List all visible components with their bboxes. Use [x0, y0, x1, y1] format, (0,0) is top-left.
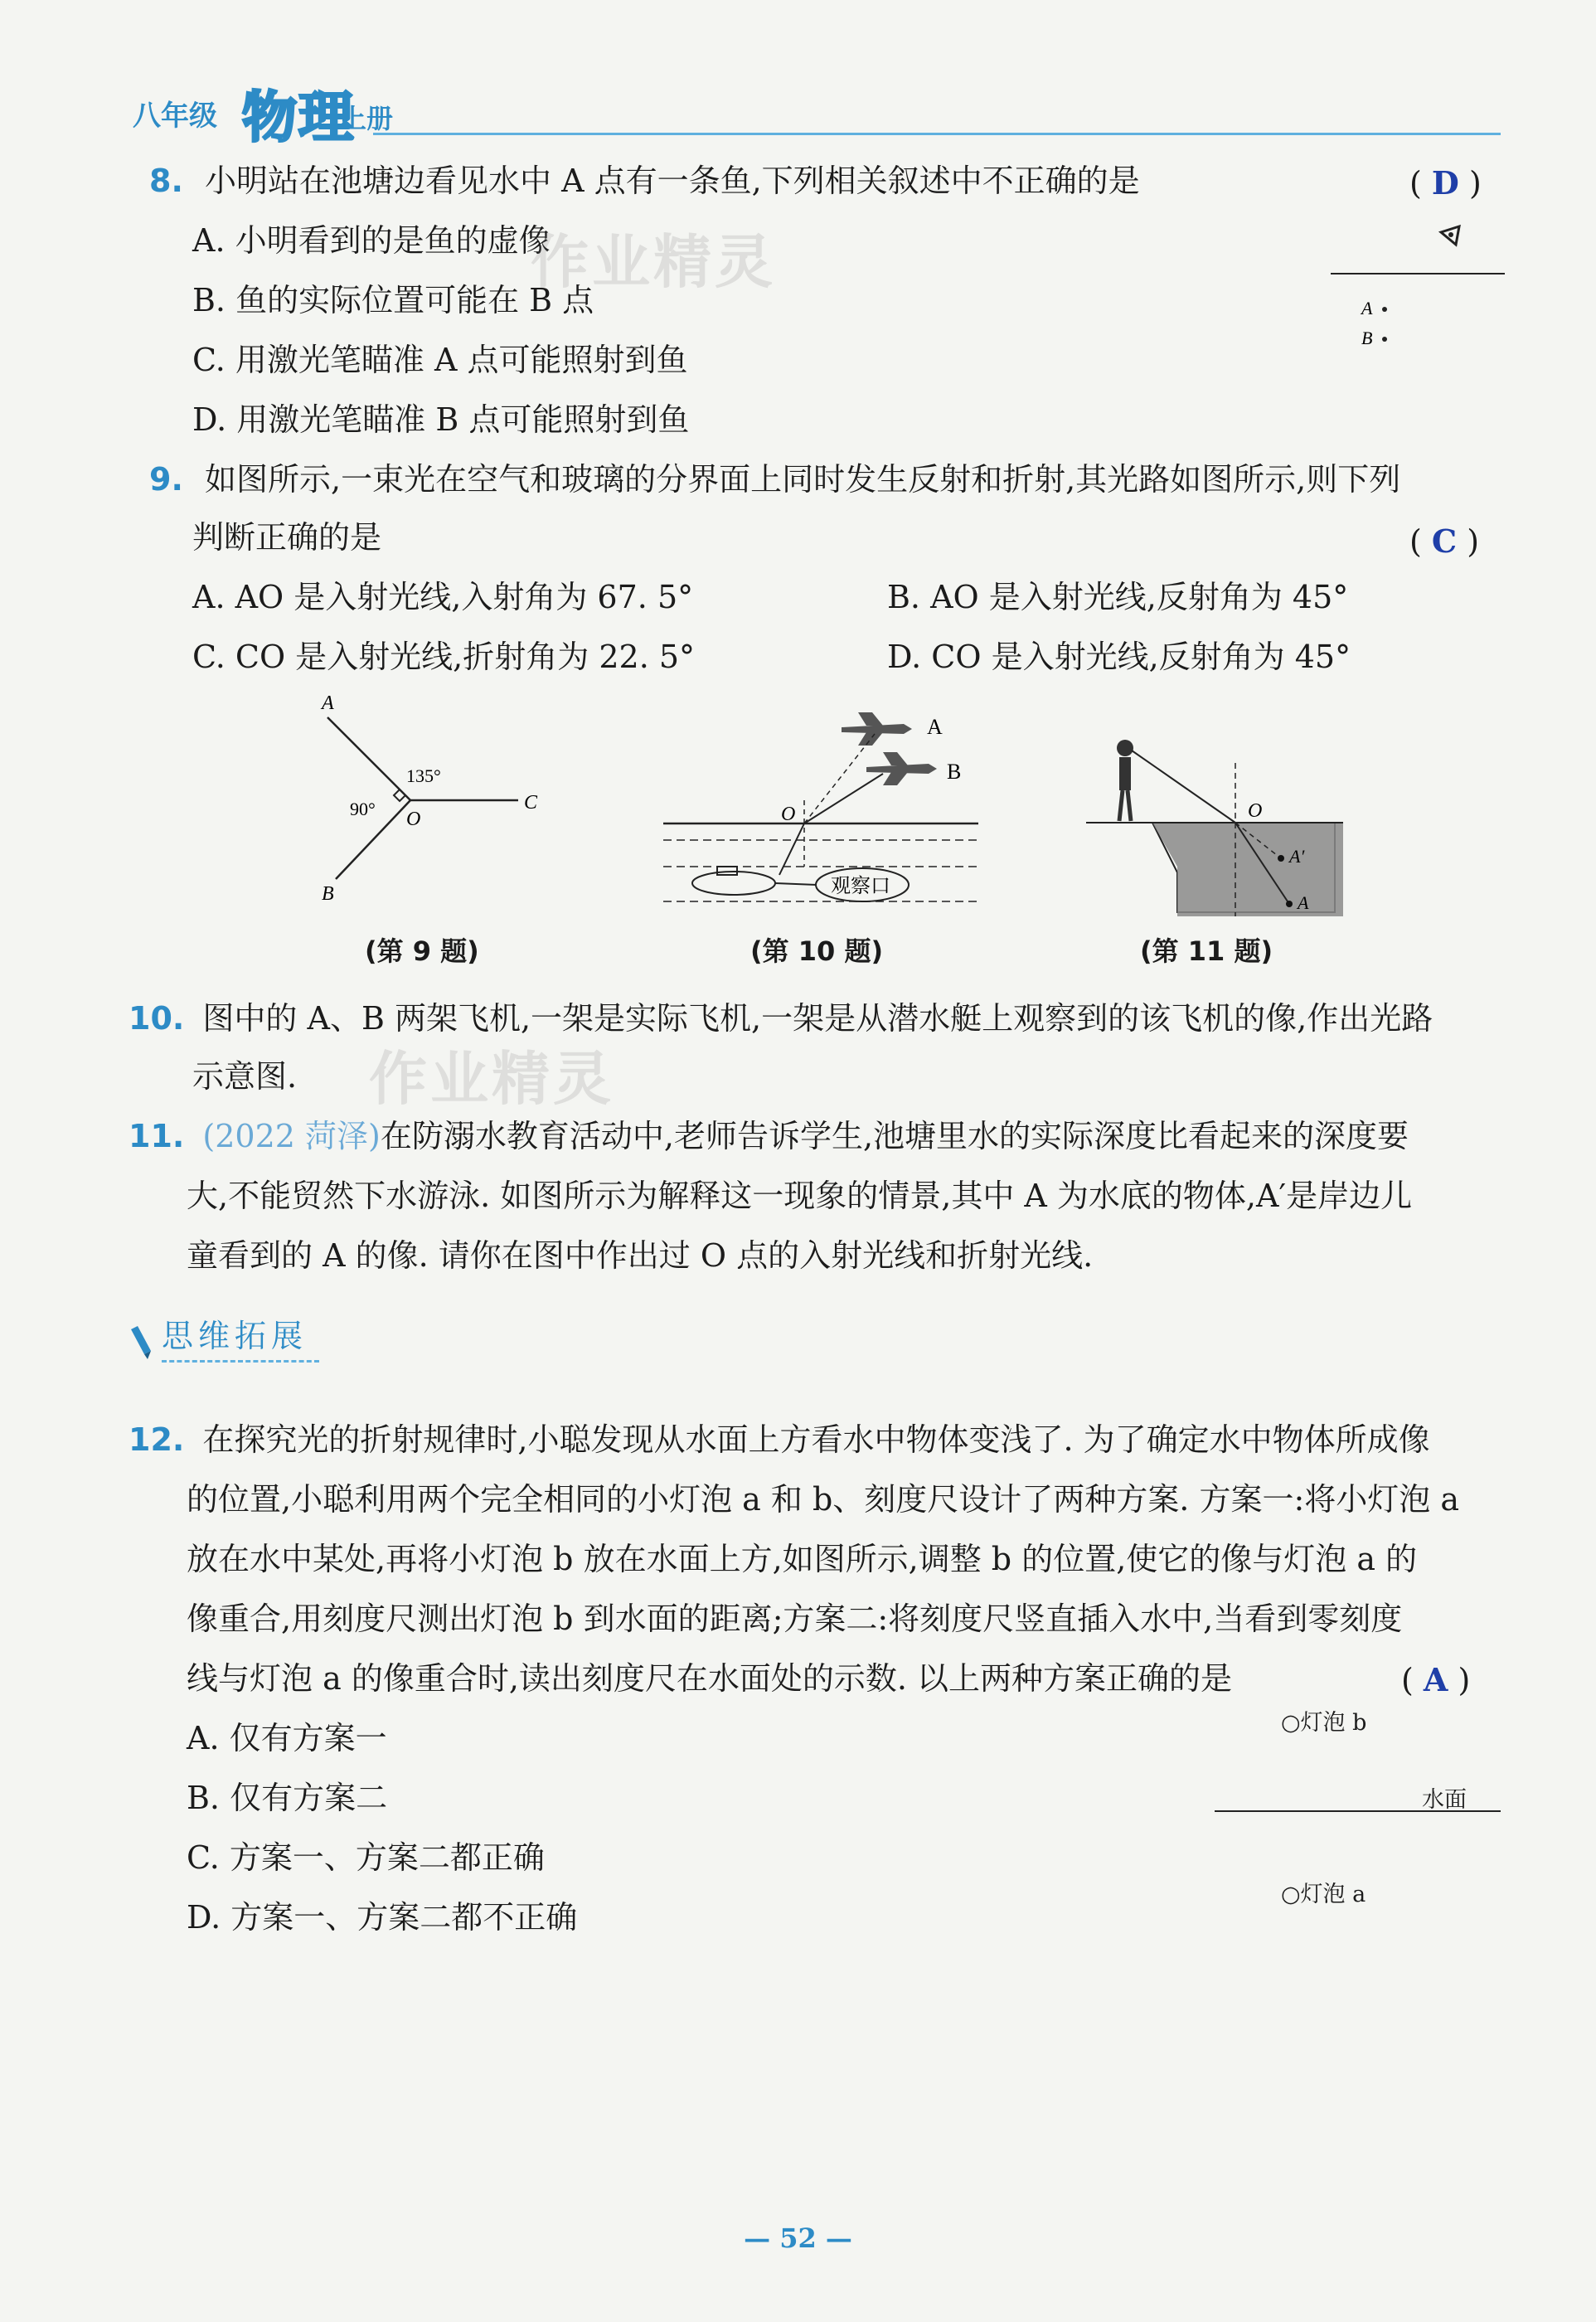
fig11-point-a	[1286, 901, 1293, 907]
q12-answer: A	[1423, 1661, 1448, 1698]
q12-bulb-b: ○灯泡 b	[1281, 1710, 1367, 1736]
q12-option-b: B. 仅有方案二	[187, 1780, 388, 1816]
q9-answer-paren: ( C )	[1409, 522, 1480, 560]
q12-answer-paren: ( A )	[1401, 1661, 1471, 1698]
airplane-a-icon	[842, 712, 912, 746]
q8-option-d: D. 用激光笔瞄准 B 点可能照射到鱼	[192, 401, 690, 438]
q9-number: 9.	[149, 461, 183, 498]
q12-option-d: D. 方案一、方案二都不正确	[187, 1899, 578, 1936]
fig11-caption: (第 11 题)	[1140, 935, 1273, 967]
fig10-label-b: B	[947, 760, 962, 784]
q11-line1	[129, 1106, 1409, 1166]
q11-text2: 大,不能贸然下水游泳. 如图所示为解释这一现象的情景,其中 A 为水底的物体,A′是岸边儿	[187, 1178, 1413, 1214]
q9-option-c: C. CO 是入射光线,折射角为 22. 5°	[192, 639, 696, 675]
q10-number: 10.	[129, 1000, 185, 1037]
q11-text1: 在防溺水教育活动中,老师告诉学生,池塘里水的实际深度比看起来的深度要	[380, 1118, 1409, 1154]
q10-text1: 图中的 A、B 两架飞机,一架是实际飞机,一架是从潜水艇上观察到的该飞机的像,作出光路	[202, 1000, 1433, 1037]
fig10-caption: (第 10 题)	[750, 935, 884, 967]
q10-text2: 示意图.	[192, 1058, 298, 1095]
page-number: — 52 —	[744, 2222, 852, 2254]
header-subject: 物理	[242, 85, 355, 149]
q12-water-label: 水面	[1422, 1787, 1467, 1813]
q8-option-b: B. 鱼的实际位置可能在 B 点	[192, 282, 594, 318]
q8-point-b	[1382, 337, 1387, 342]
q8-number: 8.	[149, 163, 183, 199]
fig10-label-o: O	[781, 804, 796, 825]
q12-text5: 线与灯泡 a 的像重合时,读出刻度尺在水面处的示数. 以上两种方案正确的是	[187, 1660, 1233, 1697]
fig9-caption: (第 9 题)	[365, 935, 479, 967]
pencil-icon	[126, 1323, 159, 1360]
q9-option-d: D. CO 是入射光线,反射角为 45°	[887, 639, 1351, 675]
q12-text1: 在探究光的折射规律时,小聪发现从水面上方看水中物体变浅了. 为了确定水中物体所成像	[202, 1421, 1430, 1458]
q8-stem: 小明站在池塘边看见水中 A 点有一条鱼,下列相关叙述中不正确的是	[204, 163, 1140, 199]
q9-answer: C	[1431, 522, 1458, 560]
fig11-sight-ray	[1132, 751, 1235, 823]
fig10-window-label: 观察口	[831, 874, 890, 897]
fig9-label-b: B	[322, 883, 334, 905]
submarine-icon	[692, 867, 775, 895]
fig10-ray-ob	[804, 774, 883, 823]
q11-source: (2022 菏泽)	[202, 1118, 381, 1154]
q8-figure	[1318, 211, 1517, 361]
eye-icon	[1441, 226, 1459, 245]
q11-text3: 童看到的 A 的像. 请你在图中作出过 O 点的入射光线和折射光线.	[187, 1237, 1094, 1274]
header-grade: 八年级	[133, 100, 217, 133]
fig10-label-a: A	[927, 715, 943, 739]
q8-point-a-label: A	[1361, 298, 1373, 318]
q12-line1	[129, 1410, 1430, 1469]
fig11-water	[1152, 823, 1343, 916]
q9-stem2: 判断正确的是	[192, 519, 382, 556]
airplane-b-icon	[866, 752, 937, 785]
section-underline	[162, 1360, 319, 1363]
q9-option-a: A. AO 是入射光线,入射角为 67. 5°	[192, 579, 694, 615]
child-icon	[1117, 740, 1133, 821]
fig11-point-a-image	[1278, 855, 1284, 862]
q10-line1	[129, 989, 1433, 1048]
q12-number: 12.	[129, 1421, 185, 1458]
q12-option-c: C. 方案一、方案二都正确	[187, 1839, 545, 1876]
fig9-right-angle	[394, 789, 405, 801]
q12-text2: 的位置,小聪利用两个完全相同的小灯泡 a 和 b、刻度尺设计了两种方案. 方案一:将小灯泡 a	[187, 1481, 1459, 1518]
q12-water-line	[1215, 1810, 1501, 1812]
q12-option-a: A. 仅有方案一	[187, 1720, 387, 1756]
fig11-label-a-prime: A′	[1289, 846, 1305, 867]
watermark: 作业精灵	[531, 228, 776, 296]
q8-point-b-label: B	[1361, 328, 1373, 348]
fig9-angle-135: 135°	[406, 765, 441, 786]
fig10-sight-line	[775, 883, 817, 885]
q12-text3: 放在水中某处,再将小灯泡 b 放在水面上方,如图所示,调整 b 的位置,使它的像与灯泡 a 的	[187, 1541, 1418, 1577]
fig9-angle-90: 90°	[350, 799, 376, 819]
q8-option-a: A. 小明看到的是鱼的虚像	[192, 222, 551, 259]
fig9-label-o: O	[406, 809, 421, 830]
fig11-label-o: O	[1248, 800, 1263, 822]
q11-number: 11.	[129, 1118, 185, 1154]
q8-point-a	[1382, 307, 1387, 312]
q9-option-b: B. AO 是入射光线,反射角为 45°	[887, 579, 1349, 615]
fig10-dashed-ray	[804, 734, 875, 823]
section-title: 思维拓展	[162, 1318, 308, 1354]
q8-option-c: C. 用激光笔瞄准 A 点可能照射到鱼	[192, 342, 688, 378]
header-volume: 上册	[340, 103, 394, 134]
fig9-label-a: A	[322, 692, 334, 714]
fig9-diagram	[298, 692, 564, 908]
q12-bulb-a: ○灯泡 a	[1281, 1882, 1366, 1907]
fig11-label-a: A	[1298, 892, 1309, 913]
watermark: 作业精灵	[369, 1045, 614, 1113]
fig11-diagram	[1086, 730, 1351, 921]
fig9-label-c: C	[524, 792, 538, 814]
fig9-ray-ao	[327, 717, 410, 800]
header-rule	[373, 133, 1501, 135]
q12-text4: 像重合,用刻度尺测出灯泡 b 到水面的距离;方案二:将刻度尺竖直插入水中,当看到零刻度	[187, 1601, 1403, 1637]
fig10-diagram	[655, 701, 987, 916]
q8-answer: D	[1431, 164, 1459, 202]
q8-stem-line	[149, 151, 1140, 211]
q9-stem-line1	[149, 449, 1400, 509]
q9-stem1: 如图所示,一束光在空气和玻璃的分界面上同时发生反射和折射,其光路如图所示,则下列	[204, 461, 1401, 498]
q8-answer-paren: ( D )	[1409, 164, 1482, 202]
